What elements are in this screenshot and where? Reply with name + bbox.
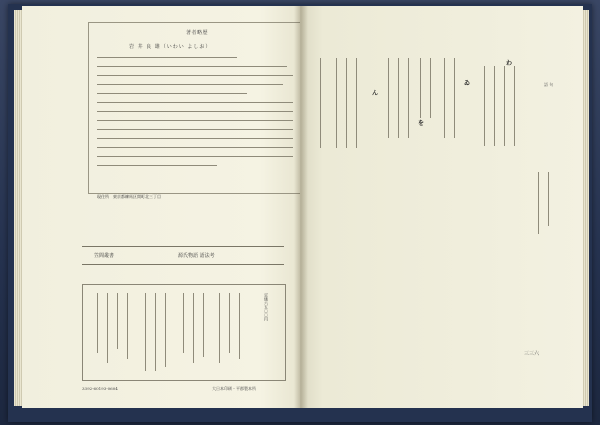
index-entry [484, 66, 485, 146]
address-line [97, 183, 297, 199]
bio-line [97, 93, 247, 94]
index-entry [454, 58, 455, 138]
bio-line [97, 84, 283, 85]
colophon-column [155, 293, 156, 371]
series-label: 笠間叢書 [94, 253, 115, 259]
rule [82, 264, 284, 265]
colophon-box [82, 284, 286, 381]
index-kana-wa: わ [506, 60, 513, 67]
author-profile-box [88, 22, 306, 199]
index-kana-n: ん [372, 90, 379, 97]
author-name: 岩 井 良 雄（いわい よしお） [129, 44, 212, 50]
index-entry [336, 58, 337, 148]
bio-line [97, 147, 293, 148]
index-entry [444, 58, 445, 138]
index-entry [514, 66, 515, 146]
colophon-column [117, 293, 118, 349]
colophon-column [203, 293, 204, 357]
printer-text: 大日本印刷・平郡製本所 [212, 386, 256, 391]
book-gutter [294, 6, 308, 408]
index-entry [420, 58, 421, 118]
bio-line [97, 75, 293, 76]
colophon-column [193, 293, 194, 363]
profile-heading: 著者略歴 [185, 30, 208, 36]
index-entry [388, 58, 389, 138]
bio-line [97, 66, 287, 67]
index-entry [346, 58, 347, 148]
page-edges-left [14, 10, 22, 406]
bio-line [97, 120, 293, 121]
index-entry [538, 172, 539, 234]
isbn-text: 3392-60193-0604 [82, 386, 118, 391]
colophon-column [239, 293, 240, 359]
address-text: 現住所 東京都練馬区関町北三丁目 [97, 194, 161, 199]
colophon-column [127, 293, 128, 359]
colophon-column [97, 293, 98, 353]
right-page [300, 6, 583, 408]
bio-line [97, 129, 293, 130]
colophon-column [165, 293, 166, 367]
bio-line [97, 111, 293, 112]
colophon-column [229, 293, 230, 353]
colophon-column [183, 293, 184, 353]
index-entry [504, 66, 505, 146]
bio-line [97, 138, 293, 139]
index-entry [320, 58, 321, 148]
colophon-column [107, 293, 108, 363]
rule [82, 246, 284, 247]
bio-line [97, 102, 293, 103]
index-entry [398, 58, 399, 138]
price-text: 定価六五〇〇円 [264, 293, 269, 321]
index-entry [494, 66, 495, 146]
bio-line [97, 156, 293, 157]
index-kana-o: を [418, 120, 425, 127]
colophon-column [145, 293, 146, 371]
index-entry [356, 58, 357, 148]
index-heading: 語 句 [544, 82, 554, 87]
page-edges-right [583, 10, 589, 406]
index-entry [430, 58, 431, 118]
colophon-column [219, 293, 220, 363]
book-label: 源氏物語 語法考 [178, 253, 215, 259]
page-number: 三三六 [524, 351, 540, 357]
index-entry [548, 172, 549, 226]
index-kana-ro: ゐ [464, 80, 471, 87]
index-entry [408, 58, 409, 138]
bio-line [97, 165, 217, 166]
left-page [22, 6, 302, 408]
bio-line [97, 57, 237, 58]
